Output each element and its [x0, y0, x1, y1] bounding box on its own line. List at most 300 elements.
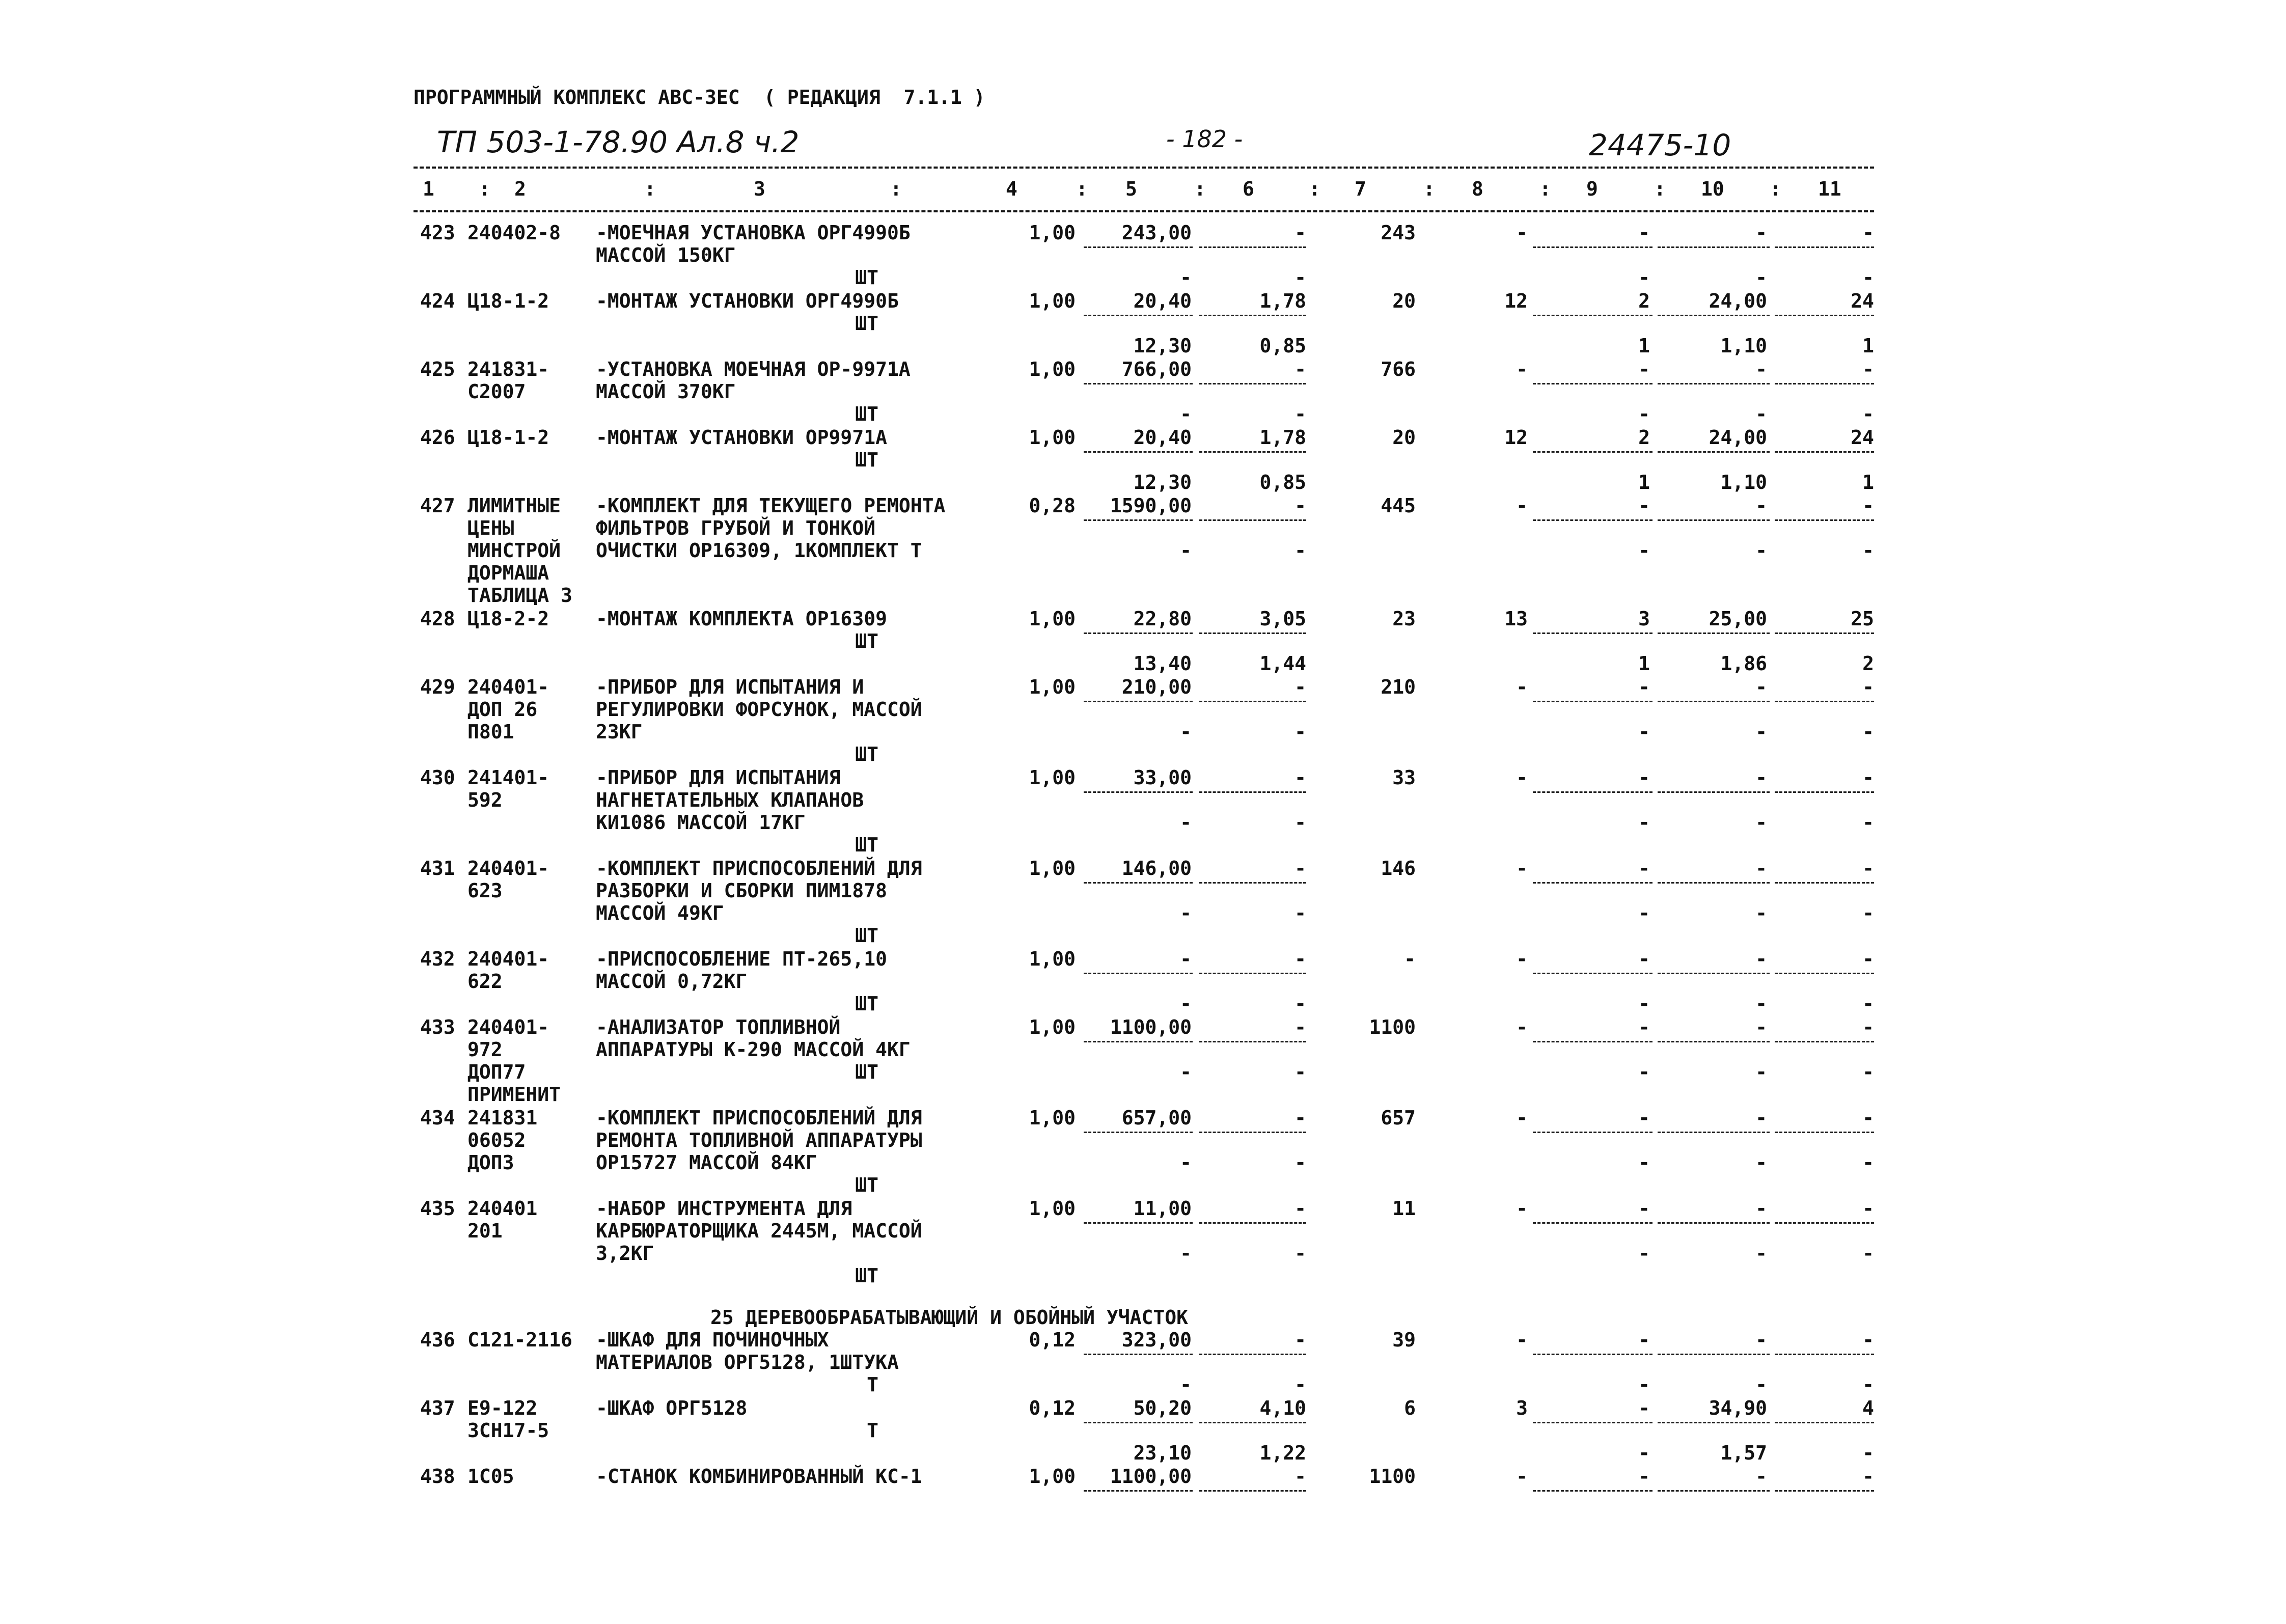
- cell-c3: ОР15727 МАССОЙ 84КГ: [596, 1151, 817, 1174]
- price-separator: [1084, 1354, 1193, 1355]
- cell-c6: -: [1295, 993, 1306, 1015]
- cell-c2: ЛИМИТНЫЕ: [467, 494, 561, 517]
- cell-c11: -: [1862, 721, 1874, 743]
- column-separator: :: [890, 178, 902, 200]
- cell-c9: -: [1638, 403, 1650, 425]
- cell-c9: -: [1638, 1465, 1650, 1488]
- price-separator: [1533, 791, 1652, 793]
- cell-c1: 428: [420, 608, 455, 630]
- cell-c2: ПРИМЕНИТ: [467, 1083, 561, 1106]
- cell-c3: 3,2КГ: [596, 1242, 654, 1264]
- cell-c4: 1,00: [1029, 1107, 1076, 1129]
- price-separator: [1533, 1041, 1652, 1042]
- price-separator: [1084, 973, 1193, 974]
- cell-c3u: ШТ: [855, 312, 878, 335]
- price-separator: [1084, 1041, 1193, 1042]
- cell-c11: -: [1862, 811, 1874, 834]
- cell-c3u: ШТ: [855, 1264, 878, 1287]
- price-separator: [1533, 1132, 1652, 1133]
- cell-c5: -: [1180, 539, 1192, 562]
- price-separator: [1658, 1422, 1770, 1423]
- cell-c4: 1,00: [1029, 426, 1076, 449]
- cell-c5: 1100,00: [1110, 1465, 1192, 1488]
- column-header-9: 9: [1586, 178, 1598, 200]
- cell-c8: -: [1516, 1329, 1528, 1351]
- cell-c7: 445: [1381, 494, 1416, 517]
- cell-c2: 240401-: [467, 676, 549, 698]
- cell-c6: -: [1295, 857, 1306, 879]
- price-separator: [1533, 383, 1652, 384]
- cell-c7: 20: [1392, 426, 1416, 449]
- cell-c6: 1,22: [1259, 1442, 1306, 1464]
- cell-c3: МАССОЙ 370КГ: [596, 380, 736, 403]
- cell-c10: -: [1755, 222, 1767, 244]
- cell-c3: -МОНТАЖ КОМПЛЕКТА ОР16309: [596, 608, 887, 630]
- price-separator: [1658, 383, 1770, 384]
- price-separator: [1658, 882, 1770, 884]
- column-header-1: 1: [423, 178, 434, 200]
- column-separator: :: [1654, 178, 1666, 200]
- price-separator: [1533, 701, 1652, 702]
- cell-c11: 4: [1862, 1397, 1874, 1419]
- cell-c5: 323,00: [1121, 1329, 1192, 1351]
- cell-c11: 2: [1862, 652, 1874, 675]
- cell-c2: 240401-: [467, 857, 549, 879]
- header-top-rule: [414, 167, 1874, 169]
- cell-c5: 12,30: [1133, 335, 1192, 357]
- cell-c3: КАРБЮРАТОРЩИКА 2445М, МАССОЙ: [596, 1220, 922, 1242]
- cell-c9: 2: [1638, 290, 1650, 312]
- document-number: 24475-10: [1589, 128, 1731, 162]
- cell-c8: -: [1516, 766, 1528, 789]
- cell-c6: -: [1295, 403, 1306, 425]
- cell-c9: -: [1638, 676, 1650, 698]
- cell-c5: -: [1180, 811, 1192, 834]
- cell-c2: 623: [467, 879, 503, 902]
- cell-c11: -: [1862, 494, 1874, 517]
- price-separator: [1775, 1422, 1874, 1423]
- cell-c3: -НАБОР ИНСТРУМЕНТА ДЛЯ: [596, 1197, 852, 1220]
- cell-c7: 210: [1381, 676, 1416, 698]
- cell-c2: ДОП3: [467, 1151, 514, 1174]
- cell-c3: -КОМПЛЕКТ ПРИСПОСОБЛЕНИЙ ДЛЯ: [596, 857, 922, 879]
- cell-c3u: ШТ: [855, 266, 878, 289]
- cell-c5: 210,00: [1121, 676, 1192, 698]
- cell-c4: 0,28: [1029, 494, 1076, 517]
- section-heading: 25 ДЕРЕВООБРАБАТЫВАЮЩИЙ И ОБОЙНЫЙ УЧАСТОК: [710, 1306, 1188, 1329]
- cell-c10: -: [1755, 1373, 1767, 1396]
- cell-c5: 12,30: [1133, 471, 1192, 493]
- cell-c11: -: [1862, 1061, 1874, 1083]
- cell-c2: 622: [467, 970, 503, 993]
- cell-c11: -: [1862, 993, 1874, 1015]
- price-separator: [1084, 315, 1193, 316]
- cell-c9: -: [1638, 222, 1650, 244]
- cell-c10: 25,00: [1709, 608, 1767, 630]
- cell-c3u: ШТ: [855, 743, 878, 765]
- cell-c10: -: [1755, 358, 1767, 380]
- cell-c11: -: [1862, 1373, 1874, 1396]
- cell-c6: -: [1295, 721, 1306, 743]
- cell-c6: 1,78: [1259, 426, 1306, 449]
- cell-c9: -: [1638, 948, 1650, 970]
- cell-c3u: ШТ: [855, 993, 878, 1015]
- cell-c10: -: [1755, 266, 1767, 289]
- cell-c6: -: [1295, 676, 1306, 698]
- cell-c7: 1100: [1369, 1465, 1416, 1488]
- price-separator: [1775, 315, 1874, 316]
- cell-c10: 24,00: [1709, 290, 1767, 312]
- cell-c10: -: [1755, 539, 1767, 562]
- cell-c10: -: [1755, 403, 1767, 425]
- price-separator: [1199, 519, 1306, 521]
- cell-c10: -: [1755, 993, 1767, 1015]
- cell-c3: АППАРАТУРЫ К-290 МАССОЙ 4КГ: [596, 1038, 911, 1061]
- cell-c6: -: [1295, 902, 1306, 924]
- cell-c9: 2: [1638, 426, 1650, 449]
- cell-c9: -: [1638, 494, 1650, 517]
- cell-c6: -: [1295, 811, 1306, 834]
- cell-c4: 1,00: [1029, 608, 1076, 630]
- cell-c9: -: [1638, 1329, 1650, 1351]
- price-separator: [1199, 882, 1306, 884]
- document-code: ТП 503-1-78.90 Ал.8 ч.2: [437, 125, 800, 159]
- cell-c10: 1,86: [1720, 652, 1767, 675]
- cell-c2: П801: [467, 721, 514, 743]
- cell-c9: -: [1638, 1442, 1650, 1464]
- cell-c10: -: [1755, 1242, 1767, 1264]
- cell-c9: -: [1638, 539, 1650, 562]
- cell-c1: 426: [420, 426, 455, 449]
- price-separator: [1533, 1490, 1652, 1492]
- price-separator: [1084, 1132, 1193, 1133]
- cell-c2: ТАБЛИЦА 3: [467, 584, 572, 607]
- cell-c3: РЕМОНТА ТОПЛИВНОЙ АППАРАТУРЫ: [596, 1129, 922, 1151]
- cell-c10: 1,10: [1720, 335, 1767, 357]
- cell-c2: ДОРМАША: [467, 562, 549, 584]
- cell-c10: -: [1755, 1016, 1767, 1038]
- cell-c5: 11,00: [1133, 1197, 1192, 1220]
- cell-c6: -: [1295, 766, 1306, 789]
- cell-c5: -: [1180, 902, 1192, 924]
- cell-c8: 3: [1516, 1397, 1528, 1419]
- price-separator: [1658, 791, 1770, 793]
- cell-c10: -: [1755, 1151, 1767, 1174]
- cell-c9: -: [1638, 1016, 1650, 1038]
- cell-c7: 766: [1381, 358, 1416, 380]
- cell-c5: 20,40: [1133, 290, 1192, 312]
- price-separator: [1084, 383, 1193, 384]
- cell-c4: 0,12: [1029, 1397, 1076, 1419]
- cell-c4: 0,12: [1029, 1329, 1076, 1351]
- cell-c5: 23,10: [1133, 1442, 1192, 1464]
- cell-c9: -: [1638, 1397, 1650, 1419]
- cell-c4: 1,00: [1029, 222, 1076, 244]
- cell-c6: -: [1295, 1465, 1306, 1488]
- cell-c3u: Т: [867, 1419, 878, 1442]
- cell-c6: 0,85: [1259, 335, 1306, 357]
- cell-c3u: ШТ: [855, 449, 878, 471]
- cell-c1: 424: [420, 290, 455, 312]
- cell-c7: 146: [1381, 857, 1416, 879]
- cell-c5: 766,00: [1121, 358, 1192, 380]
- cell-c5: 243,00: [1121, 222, 1192, 244]
- cell-c8: 13: [1504, 608, 1528, 630]
- cell-c6: -: [1295, 1373, 1306, 1396]
- cell-c1: 425: [420, 358, 455, 380]
- cell-c10: -: [1755, 948, 1767, 970]
- cell-c2: ДОП77: [467, 1061, 526, 1083]
- price-separator: [1533, 315, 1652, 316]
- price-separator: [1533, 1422, 1652, 1423]
- price-separator: [1658, 632, 1770, 634]
- cell-c3: -ПРИБОР ДЛЯ ИСПЫТАНИЯ И: [596, 676, 864, 698]
- cell-c3: -СТАНОК КОМБИНИРОВАННЫЙ КС-1: [596, 1465, 922, 1488]
- cell-c8: -: [1516, 358, 1528, 380]
- cell-c7: -: [1404, 948, 1416, 970]
- cell-c11: -: [1862, 1197, 1874, 1220]
- cell-c11: -: [1862, 857, 1874, 879]
- cell-c7: 39: [1392, 1329, 1416, 1351]
- cell-c1: 437: [420, 1397, 455, 1419]
- cell-c3: КИ1086 МАССОЙ 17КГ: [596, 811, 806, 834]
- price-separator: [1533, 246, 1652, 248]
- cell-c2: 1С05: [467, 1465, 514, 1488]
- price-separator: [1084, 246, 1193, 248]
- cell-c9: -: [1638, 1061, 1650, 1083]
- cell-c3: МАТЕРИАЛОВ ОРГ5128, 1ШТУКА: [596, 1351, 899, 1373]
- price-separator: [1658, 1222, 1770, 1224]
- cell-c9: -: [1638, 902, 1650, 924]
- cell-c3: НАГНЕТАТЕЛЬНЫХ КЛАПАНОВ: [596, 789, 864, 811]
- cell-c11: -: [1862, 1442, 1874, 1464]
- price-separator: [1533, 1354, 1652, 1355]
- cell-c7: 33: [1392, 766, 1416, 789]
- cell-c11: -: [1862, 1107, 1874, 1129]
- cell-c3u: ШТ: [855, 403, 878, 425]
- cell-c9: -: [1638, 1151, 1650, 1174]
- price-separator: [1775, 519, 1874, 521]
- cell-c10: -: [1755, 721, 1767, 743]
- price-separator: [1533, 973, 1652, 974]
- cell-c3: РАЗБОРКИ И СБОРКИ ПИМ1878: [596, 879, 887, 902]
- price-separator: [1084, 1222, 1193, 1224]
- cell-c7: 20: [1392, 290, 1416, 312]
- cell-c1: 431: [420, 857, 455, 879]
- cell-c9: -: [1638, 266, 1650, 289]
- cell-c3u: ШТ: [855, 630, 878, 652]
- cell-c10: 34,90: [1709, 1397, 1767, 1419]
- price-separator: [1199, 451, 1306, 453]
- cell-c2: 240401-: [467, 948, 549, 970]
- cell-c3u: ШТ: [855, 1174, 878, 1196]
- column-separator: :: [479, 178, 490, 200]
- cell-c10: -: [1755, 1061, 1767, 1083]
- price-separator: [1533, 519, 1652, 521]
- price-separator: [1658, 1490, 1770, 1492]
- price-separator: [1775, 1354, 1874, 1355]
- cell-c5: -: [1180, 1373, 1192, 1396]
- cell-c11: -: [1862, 1016, 1874, 1038]
- cell-c11: -: [1862, 266, 1874, 289]
- cell-c2: 592: [467, 789, 503, 811]
- cell-c6: -: [1295, 1107, 1306, 1129]
- price-separator: [1533, 632, 1652, 634]
- price-separator: [1199, 1041, 1306, 1042]
- cell-c5: 50,20: [1133, 1397, 1192, 1419]
- cell-c4: 1,00: [1029, 948, 1076, 970]
- cell-c2: 240401: [467, 1197, 538, 1220]
- cell-c7: 11: [1392, 1197, 1416, 1220]
- price-separator: [1199, 632, 1306, 634]
- cell-c3: -ПРИБОР ДЛЯ ИСПЫТАНИЯ: [596, 766, 841, 789]
- cell-c3: ОЧИСТКИ ОР16309, 1КОМПЛЕКТ Т: [596, 539, 922, 562]
- cell-c5: 1590,00: [1110, 494, 1192, 517]
- cell-c10: -: [1755, 1197, 1767, 1220]
- cell-c11: -: [1862, 539, 1874, 562]
- cell-c1: 438: [420, 1465, 455, 1488]
- cell-c5: -: [1180, 403, 1192, 425]
- cell-c8: -: [1516, 1197, 1528, 1220]
- column-header-5: 5: [1125, 178, 1137, 200]
- cell-c7: 23: [1392, 608, 1416, 630]
- cell-c5: 146,00: [1121, 857, 1192, 879]
- price-separator: [1084, 882, 1193, 884]
- cell-c8: -: [1516, 857, 1528, 879]
- cell-c3: -МОЕЧНАЯ УСТАНОВКА ОРГ4990Б: [596, 222, 911, 244]
- cell-c10: -: [1755, 676, 1767, 698]
- cell-c2: 240402-8: [467, 222, 561, 244]
- cell-c6: -: [1295, 358, 1306, 380]
- price-separator: [1084, 519, 1193, 521]
- column-separator: :: [644, 178, 656, 200]
- cell-c2: МИНСТРОЙ: [467, 539, 561, 562]
- cell-c11: -: [1862, 1465, 1874, 1488]
- cell-c11: 1: [1862, 471, 1874, 493]
- column-header-6: 6: [1243, 178, 1254, 200]
- cell-c6: -: [1295, 494, 1306, 517]
- price-separator: [1658, 1041, 1770, 1042]
- cell-c7: 6: [1404, 1397, 1416, 1419]
- cell-c3: -КОМПЛЕКТ ПРИСПОСОБЛЕНИЙ ДЛЯ: [596, 1107, 922, 1129]
- price-separator: [1199, 315, 1306, 316]
- price-separator: [1084, 451, 1193, 453]
- cell-c11: -: [1862, 222, 1874, 244]
- price-separator: [1533, 1222, 1652, 1224]
- cell-c9: -: [1638, 857, 1650, 879]
- price-separator: [1775, 1132, 1874, 1133]
- price-separator: [1775, 701, 1874, 702]
- cell-c9: -: [1638, 1373, 1650, 1396]
- cell-c6: 0,85: [1259, 471, 1306, 493]
- cell-c2: 201: [467, 1220, 503, 1242]
- cell-c3: 23КГ: [596, 721, 643, 743]
- cell-c9: -: [1638, 1107, 1650, 1129]
- cell-c9: 1: [1638, 471, 1650, 493]
- cell-c10: -: [1755, 494, 1767, 517]
- cell-c8: 12: [1504, 426, 1528, 449]
- cell-c5: 33,00: [1133, 766, 1192, 789]
- price-separator: [1199, 1422, 1306, 1423]
- cell-c5: 22,80: [1133, 608, 1192, 630]
- cell-c11: 24: [1851, 290, 1874, 312]
- cell-c6: -: [1295, 539, 1306, 562]
- cell-c2: 972: [467, 1038, 503, 1061]
- cell-c5: -: [1180, 721, 1192, 743]
- cell-c5: 657,00: [1121, 1107, 1192, 1129]
- cell-c3: -ШКАФ ОРГ5128: [596, 1397, 748, 1419]
- cell-c2: 240401-: [467, 1016, 549, 1038]
- cell-c7: 243: [1381, 222, 1416, 244]
- cell-c8: -: [1516, 222, 1528, 244]
- cell-c2: Е9-122: [467, 1397, 538, 1419]
- cell-c3: МАССОЙ 150КГ: [596, 244, 736, 266]
- cell-c5: -: [1180, 266, 1192, 289]
- cell-c1: 433: [420, 1016, 455, 1038]
- cell-c10: -: [1755, 1465, 1767, 1488]
- price-separator: [1199, 246, 1306, 248]
- cell-c3: -МОНТАЖ УСТАНОВКИ ОРГ4990Б: [596, 290, 899, 312]
- price-separator: [1084, 701, 1193, 702]
- cell-c6: -: [1295, 266, 1306, 289]
- cell-c11: -: [1862, 358, 1874, 380]
- cell-c9: -: [1638, 993, 1650, 1015]
- cell-c5: 20,40: [1133, 426, 1192, 449]
- price-separator: [1658, 1354, 1770, 1355]
- cell-c9: -: [1638, 1197, 1650, 1220]
- cell-c6: 4,10: [1259, 1397, 1306, 1419]
- cell-c2: ДОП 26: [467, 698, 538, 721]
- cell-c3: -ПРИСПОСОБЛЕНИЕ ПТ-265,10: [596, 948, 887, 970]
- cell-c2: 06052: [467, 1129, 526, 1151]
- cell-c9: 3: [1638, 608, 1650, 630]
- cell-c4: 1,00: [1029, 676, 1076, 698]
- cell-c5: -: [1180, 1151, 1192, 1174]
- cell-c1: 434: [420, 1107, 455, 1129]
- cell-c3: -МОНТАЖ УСТАНОВКИ ОР9971А: [596, 426, 887, 449]
- price-separator: [1658, 315, 1770, 316]
- cell-c4: 1,00: [1029, 1465, 1076, 1488]
- cell-c8: -: [1516, 948, 1528, 970]
- cell-c4: 1,00: [1029, 1197, 1076, 1220]
- header-bottom-rule: [414, 210, 1874, 212]
- cell-c2: 241831-: [467, 358, 549, 380]
- cell-c2: Ц18-2-2: [467, 608, 549, 630]
- cell-c4: 1,00: [1029, 358, 1076, 380]
- cell-c5: -: [1180, 993, 1192, 1015]
- cell-c2: С2007: [467, 380, 526, 403]
- price-separator: [1775, 1222, 1874, 1224]
- cell-c5: 1100,00: [1110, 1016, 1192, 1038]
- column-separator: :: [1539, 178, 1551, 200]
- cell-c10: 24,00: [1709, 426, 1767, 449]
- cell-c10: -: [1755, 1329, 1767, 1351]
- cell-c6: 1,44: [1259, 652, 1306, 675]
- column-separator: :: [1194, 178, 1206, 200]
- cell-c9: -: [1638, 358, 1650, 380]
- cell-c7: 1100: [1369, 1016, 1416, 1038]
- column-header-2: 2: [514, 178, 526, 200]
- price-separator: [1199, 383, 1306, 384]
- cell-c2: Ц18-1-2: [467, 290, 549, 312]
- cell-c5: -: [1180, 1242, 1192, 1264]
- cell-c1: 429: [420, 676, 455, 698]
- cell-c10: -: [1755, 902, 1767, 924]
- price-separator: [1775, 882, 1874, 884]
- cell-c5: -: [1180, 948, 1192, 970]
- cell-c11: -: [1862, 948, 1874, 970]
- cell-c3u: ШТ: [855, 1061, 878, 1083]
